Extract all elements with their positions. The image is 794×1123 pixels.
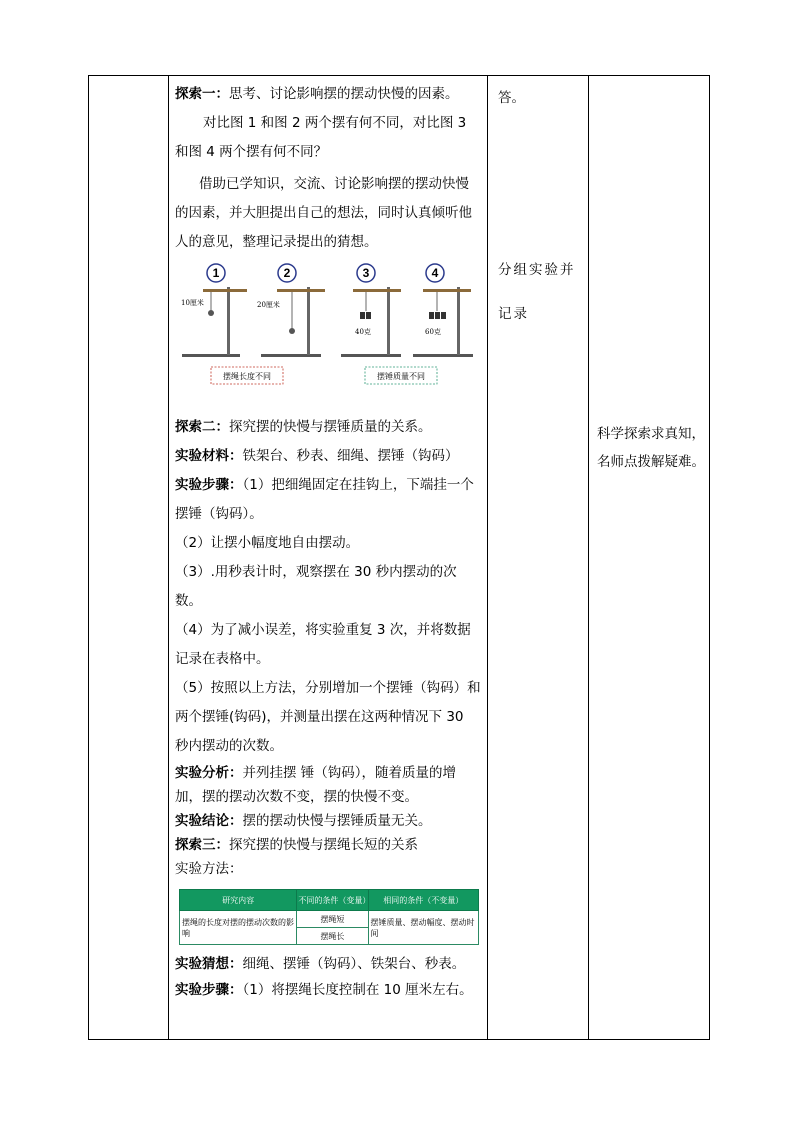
group-text-line2: 记录 (498, 306, 529, 322)
cond-content-cell: 摆绳的长度对摆的摆动次数的影响 (180, 911, 297, 945)
explore1-line: 探索一：思考、讨论影响摆的摆动快慢的因素。 (175, 86, 459, 102)
pendulum-stand-1 (182, 287, 247, 357)
condition-table (179, 889, 479, 945)
length-diff-label: 摆绳长度不同 (223, 372, 271, 381)
group-text-line1: 分组实验并 (498, 262, 576, 278)
step3-line: （3）.用秒表计时，观察摆在 30 秒内摆动的次数。 (175, 564, 457, 609)
figure-number-4: 4 (431, 266, 439, 280)
mass-label-4: 60克 (425, 328, 441, 336)
conclusion-line: 实验结论：摆的摆动快慢与摆锤质量无关。 (175, 813, 432, 829)
design-intent-column (589, 76, 710, 1040)
step1-line: 实验步骤：（1）把细绳固定在挂钩上，下端挂一个摆锤（钩码）。 (175, 477, 474, 522)
guess-line: 实验猜想：细绳、摆锤（钩码）、铁架台、秒表。 (175, 956, 466, 972)
step4-line: （4）为了减小误差，将实验重复 3 次，并将数据记录在表格中。 (175, 622, 471, 667)
intent-line2: 名师点拨解疑难。 (597, 454, 705, 470)
explore1-paragraph1: 对比图 1 和图 2 两个摆有何不同，对比图 3 和图 4 两个摆有何不同？ (175, 115, 467, 160)
pendulum-stand-2 (261, 287, 325, 357)
cond-var-long: 摆绳长 (297, 928, 368, 945)
activity-column (169, 76, 488, 1040)
step2-line: （2）让摆小幅度地自由摆动。 (175, 535, 360, 551)
length-label-1: 10厘米 (181, 299, 204, 307)
pendulum-stand-4 (413, 287, 473, 357)
pendulum-figure (175, 259, 481, 399)
cond-header-variable: 不同的条件（变量） (297, 890, 368, 911)
cond-header-constant: 相同的条件（不变量） (368, 890, 478, 911)
student-activity-column (488, 76, 589, 1040)
materials-line: 实验材料：铁架台、秒表、细绳、摆锤（钩码） (175, 448, 459, 464)
figure-number-2: 2 (283, 266, 291, 280)
cond-constant-cell: 摆锤质量、摆动幅度、摆动时间 (368, 911, 478, 945)
left-blank-column (89, 76, 169, 1040)
explore2-line: 探索二：探究摆的快慢与摆锤质量的关系。 (175, 419, 432, 435)
figure-number-3: 3 (362, 266, 370, 280)
intent-line1: 科学探索求真知， (597, 426, 705, 442)
mass-label-3: 40克 (355, 328, 371, 336)
mass-diff-label: 摆锤质量不同 (377, 372, 425, 381)
figure-number-1: 1 (212, 266, 220, 280)
steps2-line: 实验步骤：（1）将摆绳长度控制在 10 厘米左右。 (175, 982, 473, 998)
lesson-plan-table (88, 75, 710, 1040)
explore3-line: 探索三：探究摆的快慢与摆绳长短的关系 (175, 837, 418, 853)
step5-line: （5）按照以上方法，分别增加一个摆锤（钩码）和两个摆锤(钩码)，并测量出摆在这两种情况下 30 秒内摆动的次数。 (175, 680, 481, 754)
cond-var-short: 摆绳短 (297, 911, 368, 928)
pendulum-stand-3 (341, 287, 401, 357)
method-line: 实验方法： (175, 861, 243, 877)
explore1-paragraph2: 借助已学知识，交流、讨论影响摆的摆动快慢的因素，并大胆提出自己的想法，同时认真倾听他人的意见，整理记录提出的猜想。 (175, 176, 472, 250)
pendulum-diagram (175, 259, 475, 399)
analysis-line: 实验分析：并列挂摆 锤（钩码），随着质量的增加，摆的摆动次数不变，摆的快慢不变。 (175, 765, 457, 805)
length-label-2: 20厘米 (257, 301, 280, 309)
answer-text: 答。 (498, 90, 525, 106)
cond-header-content: 研究内容 (180, 890, 297, 911)
